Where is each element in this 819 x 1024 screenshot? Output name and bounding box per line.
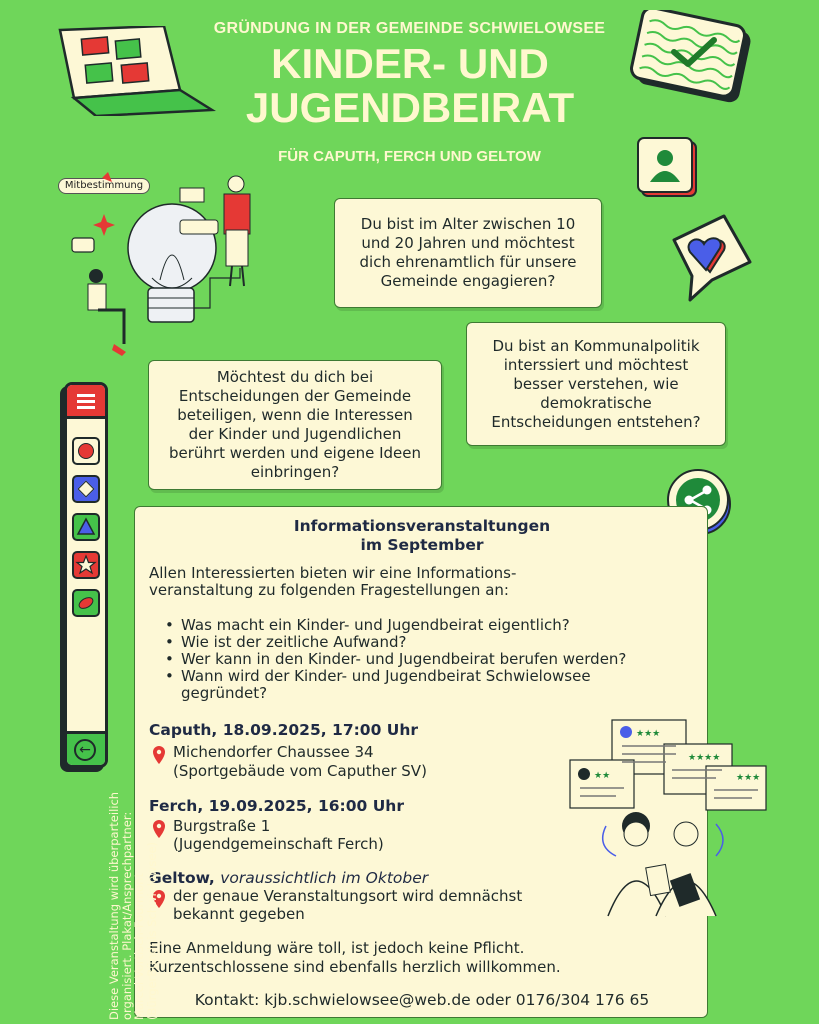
info-intro: Allen Interessierten bieten wir eine Informations- veranstaltung zu folgenden Fragestellungen an: bbox=[149, 564, 517, 599]
location-pin-icon bbox=[151, 745, 167, 765]
svg-text:★★★: ★★★ bbox=[636, 729, 661, 739]
event-ferch-detail: (Jugendgemeinschaft Ferch) bbox=[173, 835, 384, 853]
star-shape-icon bbox=[72, 551, 100, 579]
list-item: • Wer kann in den Kinder- und Jugendbeirat berufen werden? bbox=[165, 651, 705, 668]
topic-tag: Mitbestimmung bbox=[58, 178, 150, 194]
leaf-shape-icon bbox=[72, 589, 100, 617]
menu-icon bbox=[67, 385, 105, 419]
participation-card: Möchtest du dich bei Entscheidungen der Gemeinde beteiligen, wenn die Interessen der Kinder und Jugendlichen berührt werden und eigene Ideen einbringen? bbox=[148, 360, 442, 490]
list-item: • Was macht ein Kinder- und Jugendbeirat eigentlich? bbox=[165, 617, 705, 634]
title-line-1: KINDER- UND bbox=[271, 40, 549, 87]
reviews-illustration bbox=[566, 716, 770, 932]
checkmark-card-icon bbox=[630, 10, 760, 106]
svg-text:★★★: ★★★ bbox=[736, 773, 761, 783]
title-line-2: JUGENDBEIRAT bbox=[245, 84, 575, 131]
list-item: • Wann wird der Kinder- und Jugendbeirat Schwielowsee gegründet? bbox=[165, 668, 635, 702]
toolbar-illustration bbox=[64, 382, 108, 768]
event-geltow-place: der genaue Veranstaltungsort wird demnächst bbox=[173, 887, 523, 905]
event-ferch-title: Ferch, 19.09.2025, 16:00 Uhr bbox=[149, 797, 404, 815]
organizer-note: Diese Veranstaltung wird überparteilich organisiert. Plakat/Ansprechpartner: Marcel Vortisch-Fourmont (BürgerBündnis Schwielowsee) bbox=[107, 791, 159, 1020]
page-subtitle: FÜR CAPUTH, FERCH UND GELTOW bbox=[278, 148, 541, 165]
diamond-shape-icon bbox=[72, 475, 100, 503]
circle-shape-icon bbox=[72, 437, 100, 465]
laptop-icon bbox=[56, 26, 216, 116]
svg-text:★★★★: ★★★★ bbox=[688, 753, 721, 763]
info-title: Informationsveranstaltungen im September bbox=[293, 517, 551, 554]
event-ferch-place: Burgstraße 1 bbox=[173, 817, 271, 835]
event-geltow-note: voraussichtlich im Oktober bbox=[220, 869, 429, 887]
list-item: • Wie ist der zeitliche Aufwand? bbox=[165, 634, 705, 651]
kicker-text: GRÜNDUNG IN DER GEMEINDE SCHWIELOWSEE bbox=[213, 20, 606, 37]
event-geltow-title: Geltow, voraussichtlich im Oktober bbox=[149, 869, 429, 887]
age-card: Du bist im Alter zwischen 10 und 20 Jahren und möchtest dich ehrenamtlich für unsere Gemeinde engagieren? bbox=[334, 198, 602, 308]
closing-line-1: Eine Anmeldung wäre toll, ist jedoch keine Pflicht. bbox=[149, 939, 525, 957]
event-caputh-title: Caputh, 18.09.2025, 17:00 Uhr bbox=[149, 721, 419, 739]
lightbulb-illustration bbox=[68, 168, 268, 364]
heart-chat-icon bbox=[664, 210, 760, 306]
page-title bbox=[160, 42, 660, 130]
user-icon bbox=[636, 136, 698, 198]
questions-list bbox=[165, 617, 705, 702]
event-caputh-place: Michendorfer Chaussee 34 bbox=[173, 743, 374, 761]
svg-text:★★: ★★ bbox=[594, 771, 611, 781]
event-geltow-detail: bekannt gegeben bbox=[173, 905, 305, 923]
politics-card: Du bist an Kommunalpolitik interssiert und möchtest besser verstehen, wie demokratische Entscheidungen entstehen? bbox=[466, 322, 726, 446]
triangle-shape-icon bbox=[72, 513, 100, 541]
back-arrow-icon: ← bbox=[67, 731, 105, 765]
event-caputh-detail: (Sportgebäude vom Caputher SV) bbox=[173, 762, 427, 780]
contact-line: Kontakt: kjb.schwielowsee@web.de oder 0176/304 176 65 bbox=[194, 991, 650, 1009]
closing-line-2: Kurzentschlossene sind ebenfalls herzlich willkommen. bbox=[149, 958, 561, 976]
